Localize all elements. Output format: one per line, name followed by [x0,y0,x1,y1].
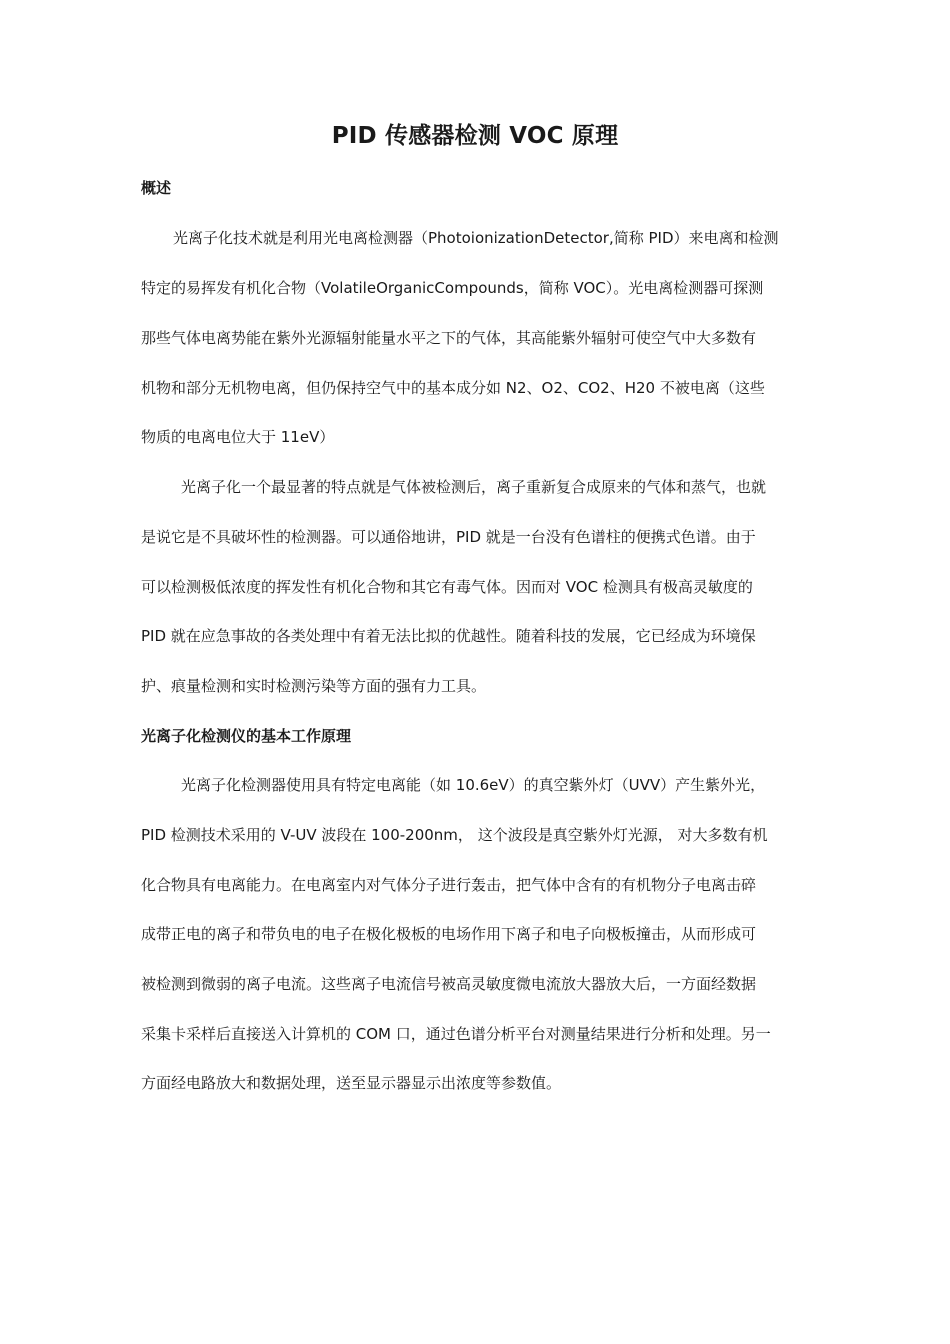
paragraph-line: 特定的易挥发有机化合物（VolatileOrganicCompounds，简称 VOC）。光电离检测器可探测 [141,279,764,297]
paragraph-line: 光离子化一个最显著的特点就是气体被检测后，离子重新复合成原来的气体和蒸气，也就 [181,478,767,496]
paragraph-line: 物质的电离电位大于 11eV） [141,428,335,446]
paragraph-line: 光离子化技术就是利用光电离检测器（PhotoionizationDetector,简称 PID）来电离和检测 [173,229,779,247]
paragraph-line: PID 就在应急事故的各类处理中有着无法比拟的优越性。随着科技的发展，它已经成为环境保 [141,627,756,645]
section-heading-overview: 概述 [141,179,172,197]
paragraph-line: 护、痕量检测和实时检测污染等方面的强有力工具。 [141,677,487,695]
document-title: PID 传感器检测 VOC 原理 [331,123,619,149]
paragraph-line: 方面经电路放大和数据处理，送至显示器显示出浓度等参数值。 [141,1074,562,1092]
paragraph-line: 被检测到微弱的离子电流。这些离子电流信号被高灵敏度微电流放大器放大后，一方面经数据 [141,975,757,993]
paragraph-line: PID 检测技术采用的 V-UV 波段在 100-200nm， 这个波段是真空紫外灯光源， 对大多数有机 [141,826,768,844]
paragraph-line: 化合物具有电离能力。在电离室内对气体分子进行轰击，把气体中含有的有机物分子电离击碎 [141,876,757,894]
paragraph-line: 采集卡采样后直接送入计算机的 COM 口，通过色谱分析平台对测量结果进行分析和处理。另一 [141,1025,771,1043]
paragraph-line: 机物和部分无机物电离，但仍保持空气中的基本成分如 N2、O2、CO2、H20 不被电离（这些 [141,379,765,397]
paragraph-line: 成带正电的离子和带负电的电子在极化极板的电场作用下离子和电子向极板撞击，从而形成可 [141,925,757,943]
paragraph-line: 那些气体电离势能在紫外光源辐射能量水平之下的气体，其高能紫外辐射可使空气中大多数有 [141,329,757,347]
paragraph-line: 是说它是不具破坏性的检测器。可以通俗地讲，PID 就是一台没有色谱柱的便携式色谱。由于 [141,528,756,546]
paragraph-line: 可以检测极低浓度的挥发性有机化合物和其它有毒气体。因而对 VOC 检测具有极高灵敏度的 [141,578,753,596]
section-heading-working-principle: 光离子化检测仪的基本工作原理 [141,727,352,745]
paragraph-line: 光离子化检测器使用具有特定电离能（如 10.6eV）的真空紫外灯（UVV）产生紫外光， [181,776,766,794]
